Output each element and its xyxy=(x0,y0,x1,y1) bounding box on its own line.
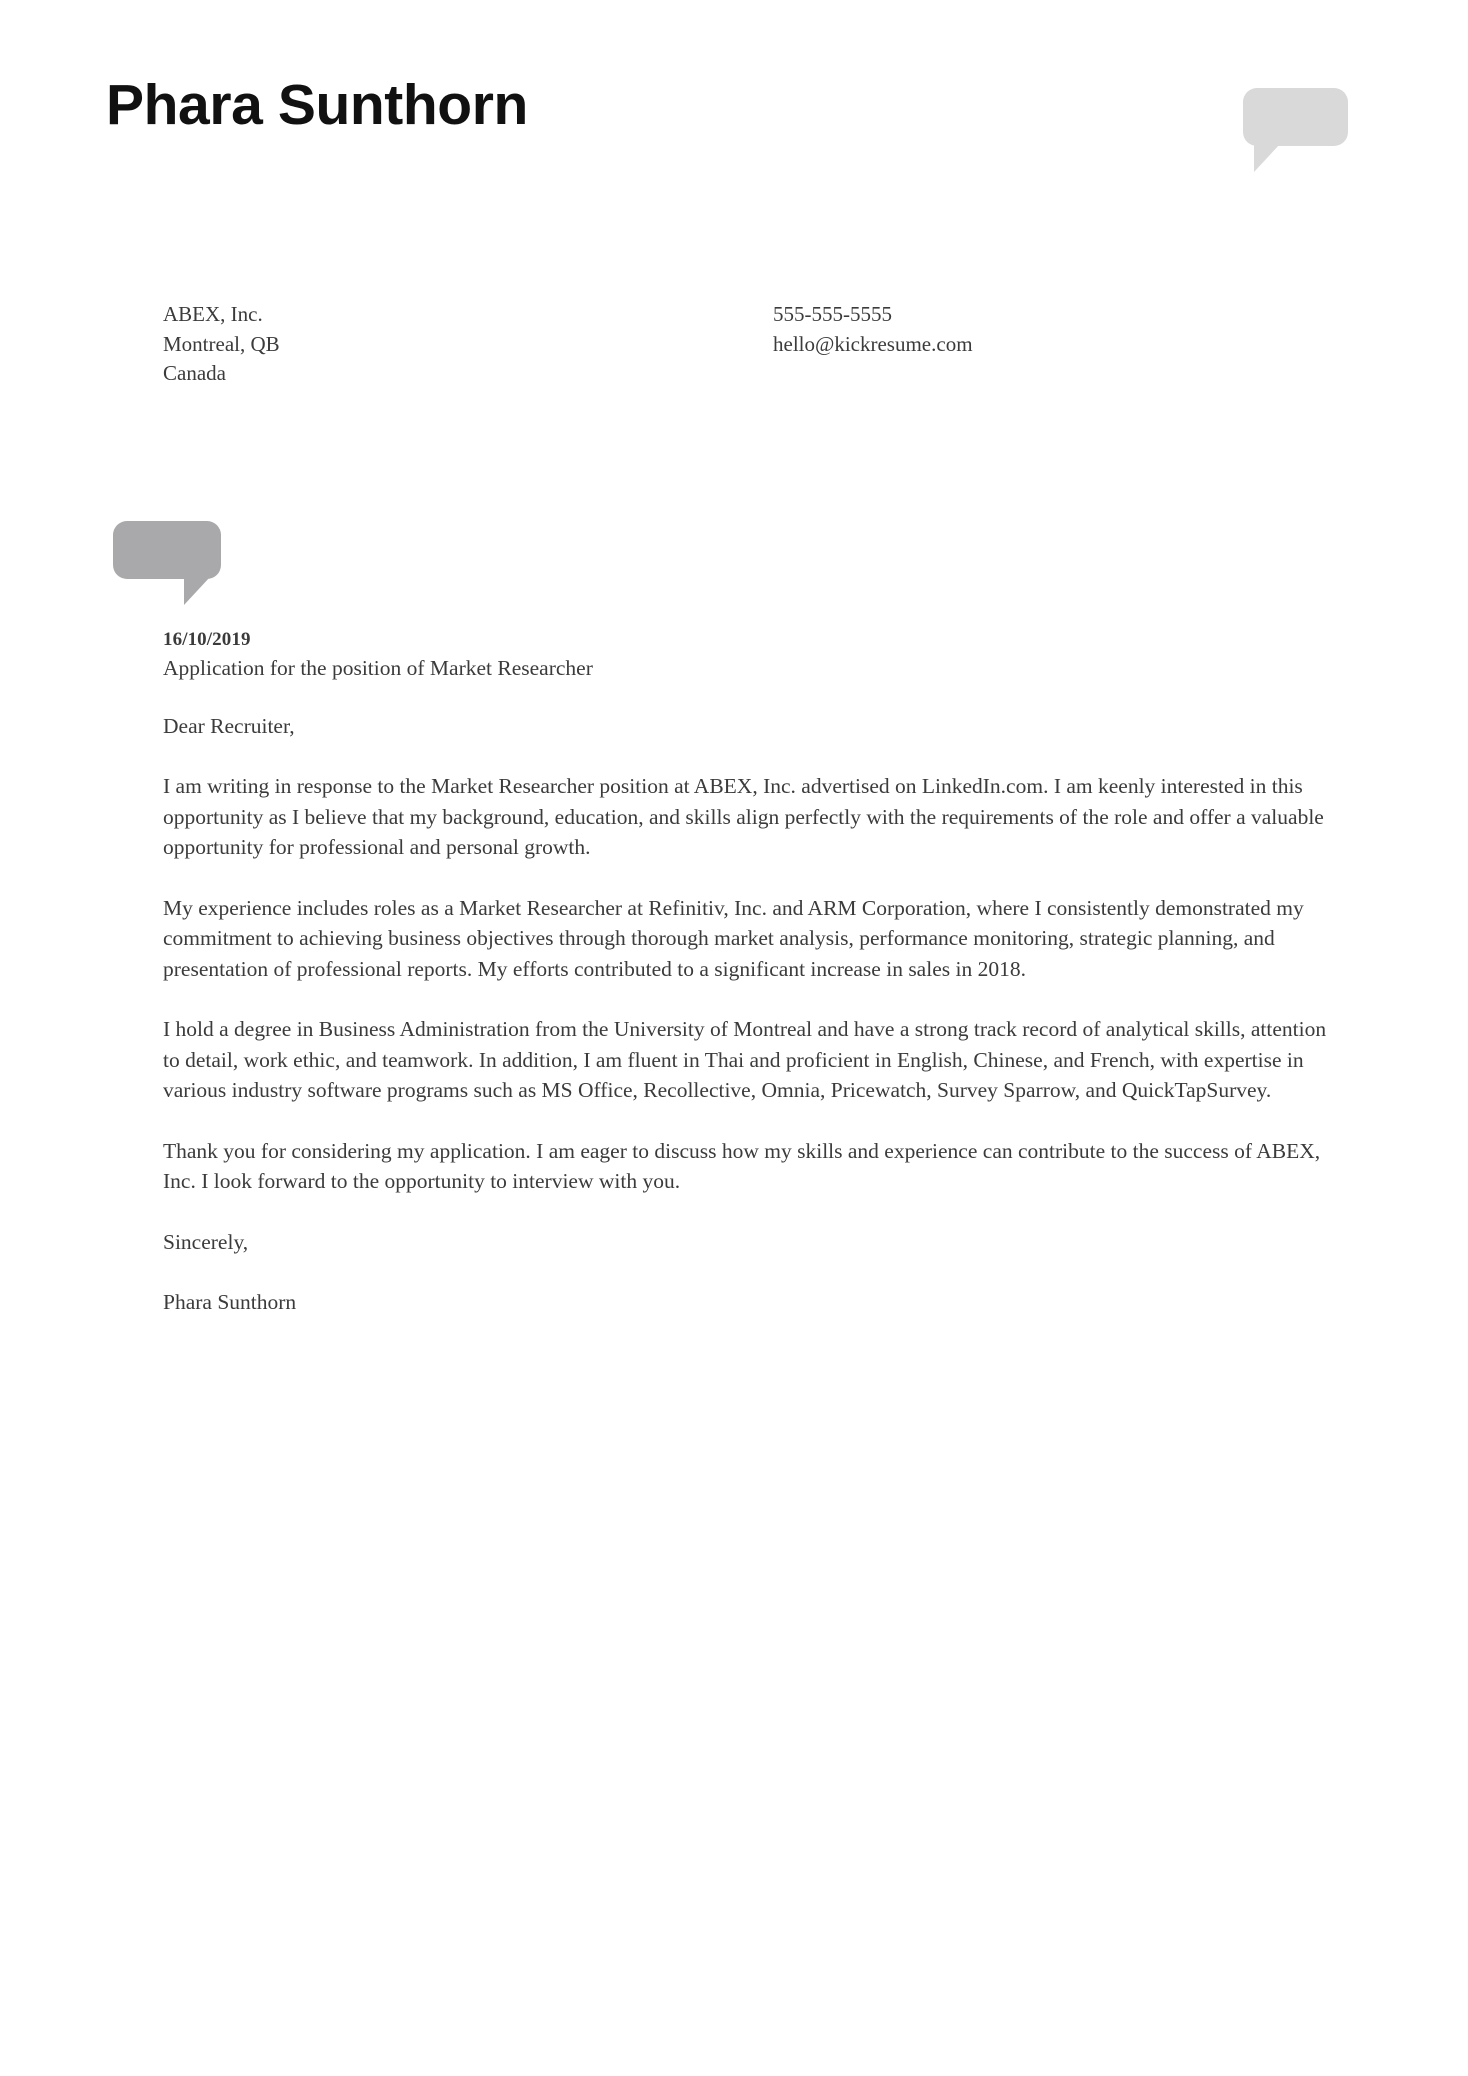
letter-paragraph: Thank you for considering my application. I am eager to discuss how my skills and experience can contribute to the success of ABEX, Inc. I look forward to the opportunity to interview with you. xyxy=(163,1138,1321,1193)
speech-bubble-icon-top xyxy=(1243,88,1348,146)
recipient-city: Montreal, QB xyxy=(163,331,280,356)
contact-email: hello@kickresume.com xyxy=(773,331,973,356)
recipient-company: ABEX, Inc. xyxy=(163,302,263,326)
recipient-country: Canada xyxy=(163,361,226,385)
speech-bubble-body xyxy=(113,521,221,579)
speech-bubble-body xyxy=(1243,88,1348,146)
speech-bubble-tail xyxy=(184,577,210,605)
speech-bubble-tail xyxy=(1254,144,1280,172)
speech-bubble-icon-mid xyxy=(113,521,221,579)
letter-salutation: Dear Recruiter, xyxy=(163,714,295,738)
letter-signature: Phara Sunthorn xyxy=(163,1289,297,1314)
recipient-address xyxy=(163,300,773,389)
letter-closing: Sincerely, xyxy=(163,1229,249,1254)
letter-body xyxy=(163,627,1335,1317)
letter-paragraph: I hold a degree in Business Administration from the University of Montreal and have a strong track record of analytical skills, attention to detail, work ethic, and teamwork. In addition, I am fluent in Thai and proficient in English, Chinese, and French, with expertise in various industry software programs such as MS Office, Recollective, Omnia, Pricewatch, Survey Sparrow, and QuickTapSurvey. xyxy=(163,1017,1327,1102)
letter-date: 16/10/2019 xyxy=(163,629,251,650)
address-block xyxy=(163,300,1333,389)
letter-paragraph: My experience includes roles as a Market Researcher at Refinitiv, Inc. and ARM Corporation, where I consistently demonstrated my commitment to achieving business objectives through thorough market analysis, performance monitoring, strategic planning, and presentation of professional reports. My efforts contributed to a significant increase in sales in 2018. xyxy=(163,895,1304,981)
applicant-name: Phara Sunthorn xyxy=(106,73,528,137)
letter-subject: Application for the position of Market Researcher xyxy=(163,656,593,680)
letter-paragraph: I am writing in response to the Market Researcher position at ABEX, Inc. advertised on LinkedIn.com. I am keenly interested in this opportunity as I believe that my background, education, and skills align perfectly with the requirements of the role and offer a valuable opportunity for professional and personal growth. xyxy=(163,774,1324,859)
sender-contact xyxy=(773,300,1333,389)
contact-phone: 555-555-5555 xyxy=(773,302,892,326)
